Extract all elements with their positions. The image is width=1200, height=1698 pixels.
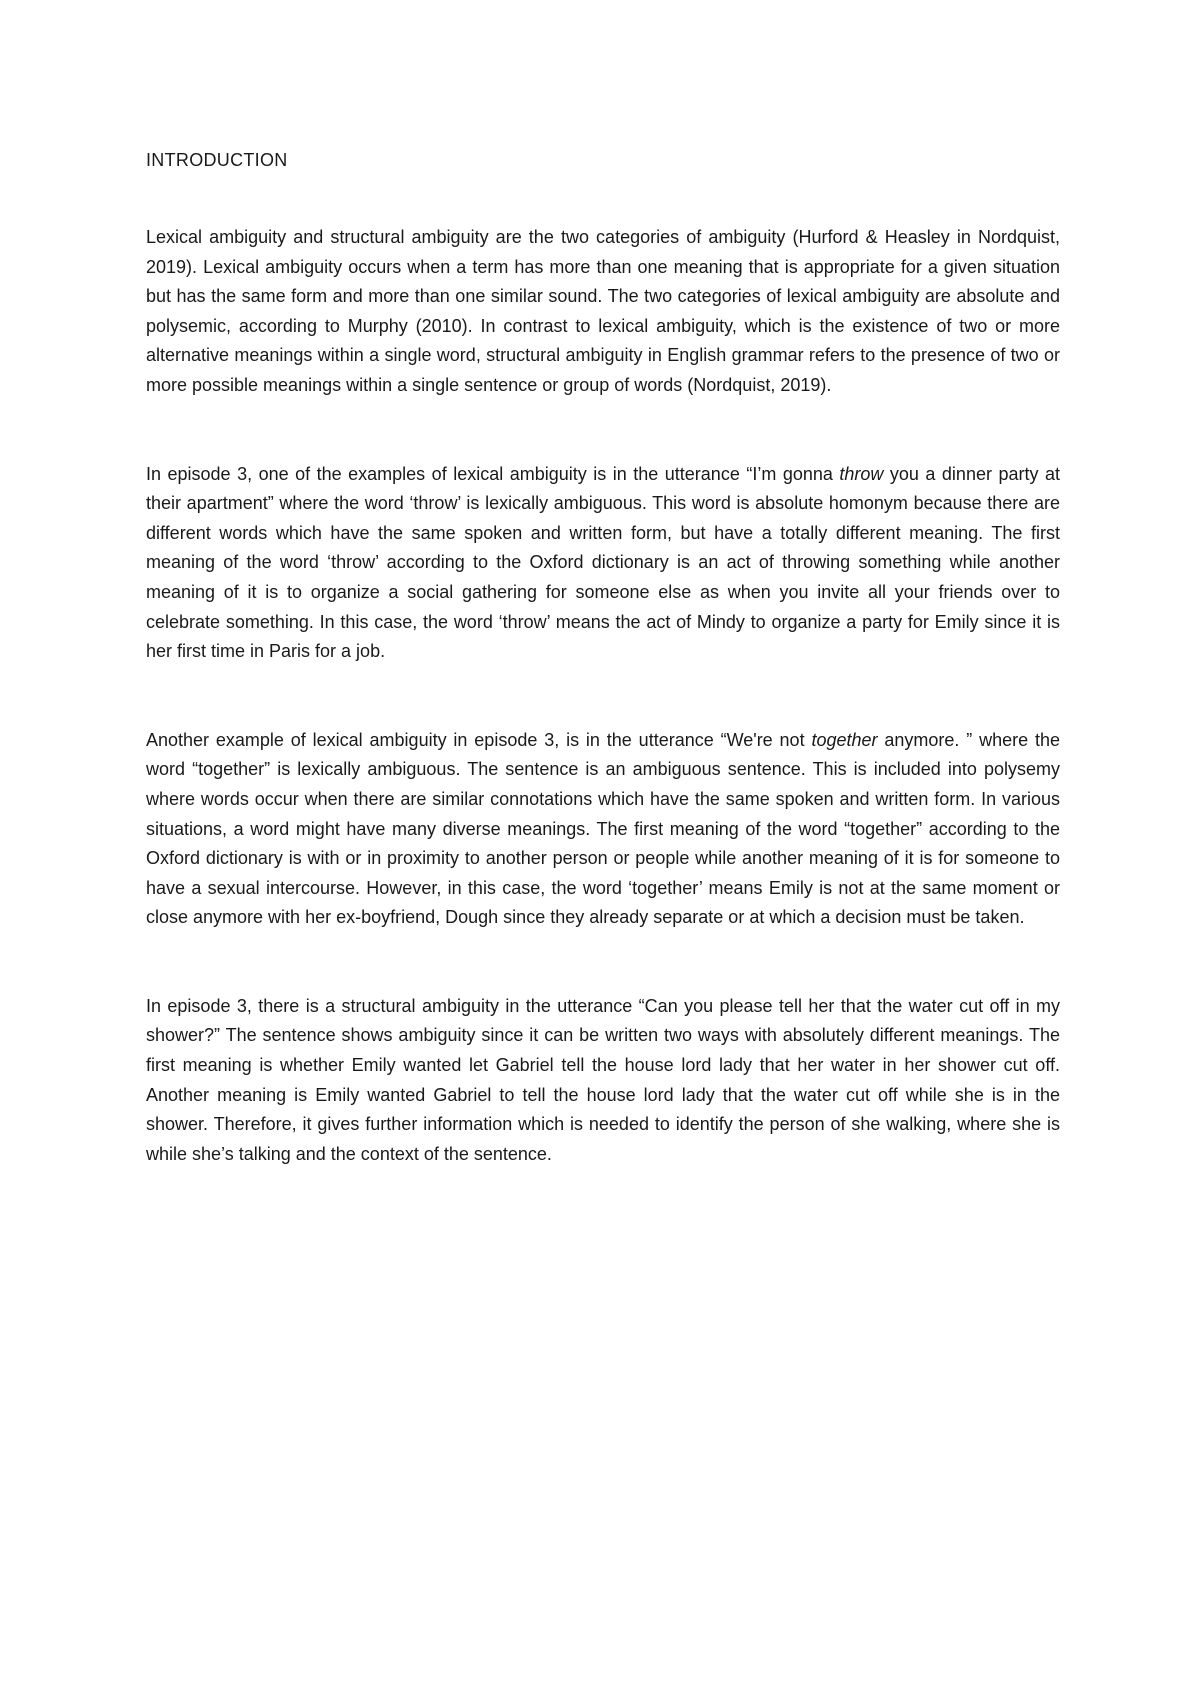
paragraph-throw-example: [146, 460, 1060, 667]
paragraph-intro: [146, 223, 1060, 401]
emphasized-word: throw: [839, 463, 884, 484]
emphasized-word: together: [811, 729, 878, 750]
paragraph-text: anymore. ” where the word “together” is lexically ambiguous. The sentence is an ambiguous sentence. This is included into polysemy where words occur when there are similar connotations which have the same spoken and written form. In various situations, a word might have many diverse meanings. The first meaning of the word “together” according to the Oxford dictionary is with or in proximity to another person or people while another meaning of it is for someone to have a sexual intercourse. However, in this case, the word ‘together’ means Emily is not at the same moment or close anymore with her ex-boyfriend, Dough since they already separate or at which a decision must be taken.: [146, 729, 1061, 928]
paragraph-text: Another example of lexical ambiguity in episode 3, is in the utterance “We're not: [146, 729, 812, 750]
document-body: [146, 145, 1060, 1169]
paragraph-together-example: [146, 726, 1060, 933]
paragraph-text: In episode 3, one of the examples of lexical ambiguity is in the utterance “I’m gonna: [146, 463, 840, 484]
paragraph-text: Lexical ambiguity and structural ambiguity are the two categories of ambiguity (Hurford & Heasley in Nordquist, 2019). Lexical ambiguity occurs when a term has more than one meaning that is appropriate for a given situation but has the same form and more than one similar sound. The two categories of lexical ambiguity are absolute and polysemic, according to Murphy (2010). In contrast to lexical ambiguity, which is the existence of two or more alternative meanings within a single word, structural ambiguity in English grammar refers to the presence of two or more possible meanings within a single sentence or group of words (Nordquist, 2019).: [146, 227, 1060, 395]
paragraph-structural-example: [146, 992, 1060, 1170]
paragraph-text: you a dinner party at their apartment” where the word ‘throw’ is lexically ambiguous. This word is absolute homonym because there are different words which have the same spoken and written form, but have a totally different meaning. The first meaning of the word ‘throw’ according to the Oxford dictionary is an act of throwing something while another meaning of it is to organize a social gathering for someone else as when you invite all your friends over to celebrate something. In this case, the word ‘throw’ means the act of Mindy to organize a party for Emily since it is her first time in Paris for a job.: [146, 463, 1060, 662]
section-heading: INTRODUCTION: [146, 150, 288, 170]
paragraph-text: In episode 3, there is a structural ambiguity in the utterance “Can you please tell her that the water cut off in my shower?” The sentence shows ambiguity since it can be written two ways with absolutely different meanings. The first meaning is whether Emily wanted let Gabriel tell the house lord lady that her water in her shower cut off. Another meaning is Emily wanted Gabriel to tell the house lord lady that the water cut off while she is in the shower. Therefore, it gives further information which is needed to identify the person of she walking, where she is while she’s talking and the context of the sentence.: [146, 995, 1060, 1164]
